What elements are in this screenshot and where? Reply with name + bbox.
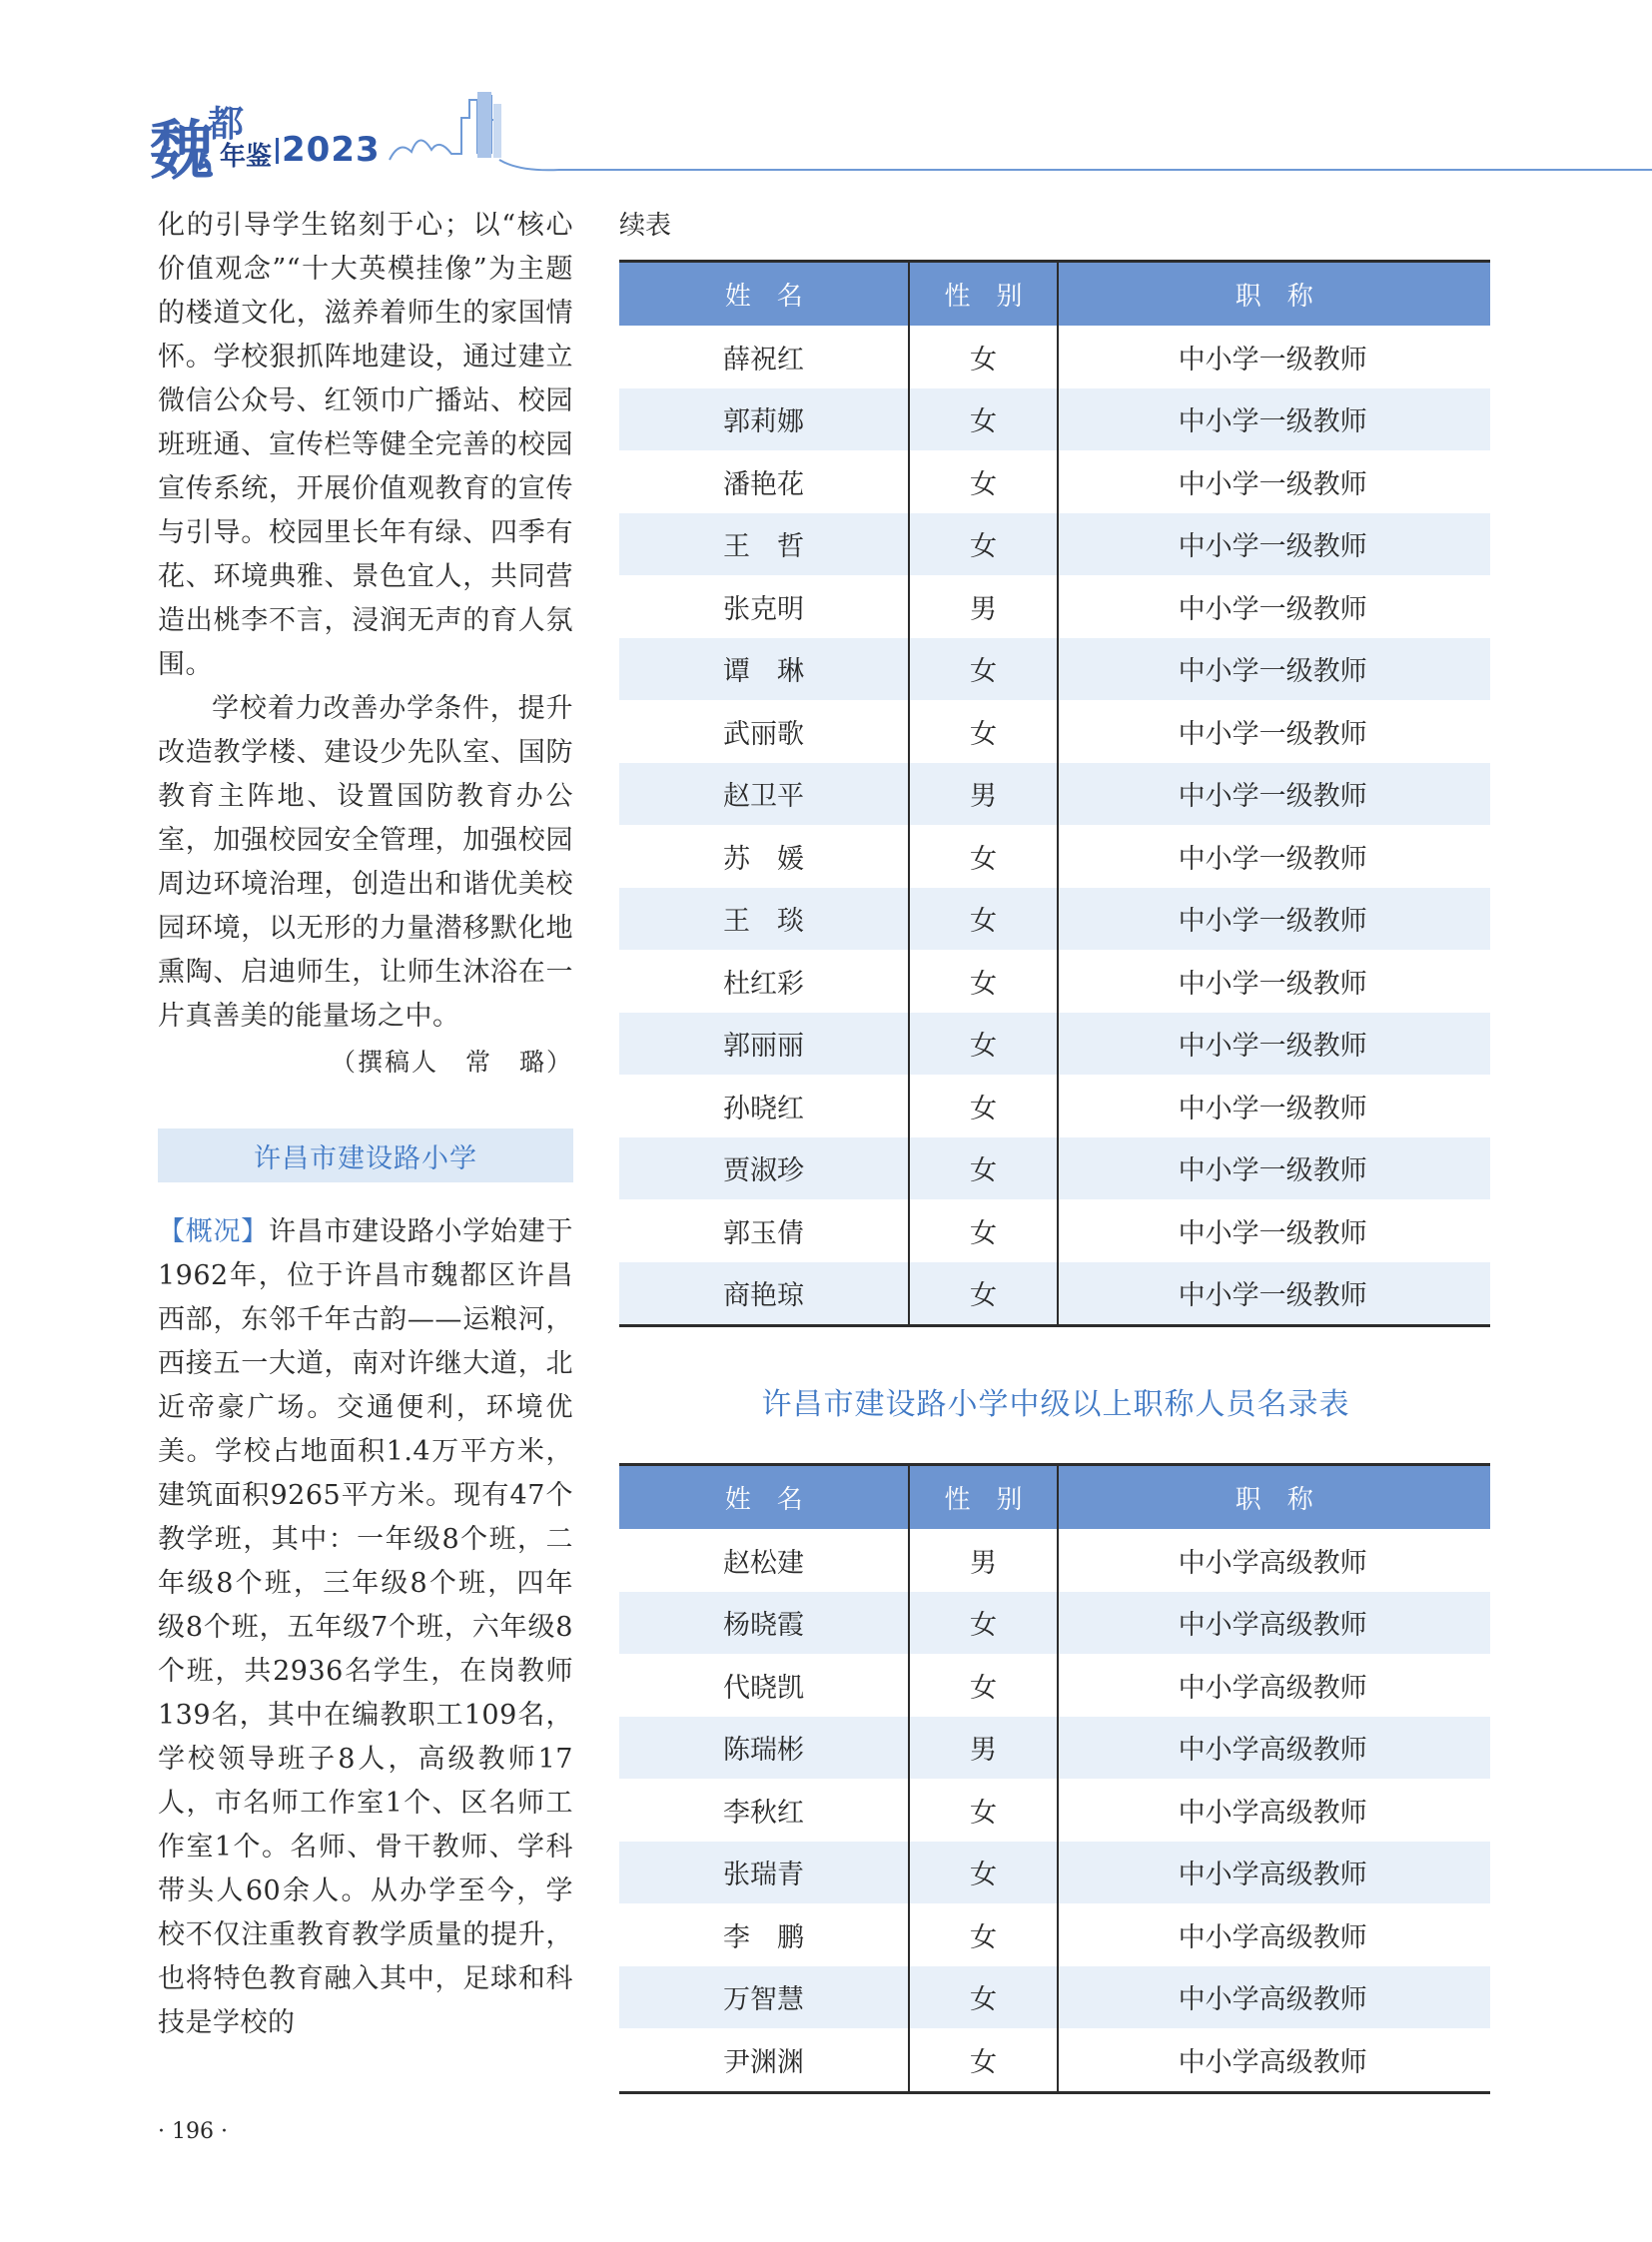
cell-gender: 女 xyxy=(909,825,1057,888)
table-row xyxy=(619,638,1490,701)
senior-staff-table xyxy=(619,1463,1490,2094)
cell-gender: 女 xyxy=(909,1779,1057,1842)
cell-title: 中小学高级教师 xyxy=(1058,1842,1490,1904)
cell-title: 中小学一级教师 xyxy=(1058,1262,1490,1326)
table-row xyxy=(619,388,1490,451)
cell-gender: 女 xyxy=(909,450,1057,513)
table-title: 许昌市建设路小学中级以上职称人员名录表 xyxy=(761,1387,1350,1422)
table-row xyxy=(619,1529,1490,1592)
cell-name: 武丽歌 xyxy=(723,718,804,750)
cell-name: 王 琰 xyxy=(619,888,909,951)
cell-gender: 女 xyxy=(909,1199,1057,1262)
table-row xyxy=(619,1137,1490,1200)
cell-gender: 女 xyxy=(909,638,1057,701)
cell-title: 中小学一级教师 xyxy=(1058,513,1490,576)
cell-title: 中小学一级教师 xyxy=(1058,1013,1490,1076)
cell-title: 中小学一级教师 xyxy=(1058,1137,1490,1200)
cell-name: 谭 琳 xyxy=(619,638,909,701)
cell-gender: 女 xyxy=(909,1013,1057,1076)
cell-name: 郭玉倩 xyxy=(723,1217,804,1249)
table-row xyxy=(619,1717,1490,1780)
cell-name: 潘艳花 xyxy=(723,468,804,500)
cell-gender: 女 xyxy=(909,2028,1057,2092)
cell-name: 郭丽丽 xyxy=(619,1013,909,1076)
page-header xyxy=(0,0,1652,190)
cell-name: 张瑞青 xyxy=(619,1842,909,1904)
staff-table-continued xyxy=(619,260,1490,1327)
section-heading: 许昌市建设路小学 xyxy=(158,1128,573,1182)
cell-title: 中小学一级教师 xyxy=(1058,388,1490,451)
cell-name: 苏 媛 xyxy=(723,843,804,875)
cell-gender: 男 xyxy=(909,575,1057,638)
cell-title: 中小学一级教师 xyxy=(1058,450,1490,513)
cell-title: 中小学高级教师 xyxy=(1058,1717,1490,1780)
logo-char-wei: 魏 xyxy=(150,115,214,189)
table-row xyxy=(619,1779,1490,1842)
cell-name: 陈瑞彬 xyxy=(619,1717,909,1780)
cell-name: 王 哲 xyxy=(619,513,909,576)
table-row xyxy=(619,1262,1490,1326)
cell-gender: 男 xyxy=(909,1529,1057,1592)
header-name: 姓 名 xyxy=(619,1465,909,1530)
cell-gender: 女 xyxy=(909,326,1057,388)
cell-name: 赵松建 xyxy=(723,1547,804,1579)
cell-name: 李 鹏 xyxy=(723,1921,804,1953)
table-row xyxy=(619,1075,1490,1137)
page-number: · 196 · xyxy=(158,2119,228,2144)
table-header-row xyxy=(619,1465,1490,1530)
cell-name: 代晓凯 xyxy=(723,1672,804,1704)
logo-year: 2023 xyxy=(282,130,381,170)
cell-title: 中小学一级教师 xyxy=(1058,1075,1490,1137)
cell-gender: 女 xyxy=(909,1137,1057,1200)
cell-gender: 女 xyxy=(909,888,1057,951)
cell-gender: 男 xyxy=(909,1717,1057,1780)
cell-gender: 女 xyxy=(909,1966,1057,2029)
right-column xyxy=(619,204,1492,2094)
cell-gender: 女 xyxy=(909,513,1057,576)
cell-title: 中小学一级教师 xyxy=(1058,326,1490,388)
cell-gender: 女 xyxy=(909,1903,1057,1966)
table-row xyxy=(619,1013,1490,1076)
cell-gender: 女 xyxy=(909,1592,1057,1655)
cell-gender: 女 xyxy=(909,388,1057,451)
overview-label: 【概况】 xyxy=(158,1216,269,1247)
cell-name: 赵卫平 xyxy=(619,763,909,826)
paragraph-conditions: 学校着力改善办学条件，提升改造教学楼、建设少先队室、国防教育主阵地、设置国防教育办公室，加强校园安全管理，加强校园周边环境治理，创造出和谐优美校园环境，以无形的力量潜移默化地熏陶、启迪师生，让师生沐浴在一片真善美的能量场之中。 xyxy=(158,693,573,1032)
table-row xyxy=(619,1654,1490,1717)
cell-name: 商艳琼 xyxy=(619,1262,909,1326)
paragraph-culture: 化的引导学生铭刻于心；以“核心价值观念”“十大英模挂像”为主题的楼道文化，滋养着师生的家国情怀。学校狠抓阵地建设，通过建立微信公众号、红领巾广播站、校园班班通、宣传栏等健全完善的校园宣传系统，开展价值观教育的宣传与引导。校园里长年有绿、四季有花、环境典雅、景色宜人，共同营造出桃李不言，浸润无声的育人氛围。 xyxy=(158,210,573,680)
cell-gender: 女 xyxy=(909,1262,1057,1326)
table-row xyxy=(619,575,1490,638)
cell-gender: 女 xyxy=(909,1842,1057,1904)
table-row xyxy=(619,513,1490,576)
cell-title: 中小学一级教师 xyxy=(1058,763,1490,826)
header-title: 职 称 xyxy=(1058,1465,1490,1530)
continued-label: 续表 xyxy=(619,211,672,241)
cell-name: 郭莉娜 xyxy=(619,388,909,451)
cell-gender: 女 xyxy=(909,1654,1057,1717)
cell-title: 中小学一级教师 xyxy=(1058,700,1490,763)
cell-gender: 女 xyxy=(909,950,1057,1013)
table-row xyxy=(619,950,1490,1013)
cell-name: 张克明 xyxy=(723,593,804,625)
cell-name: 万智慧 xyxy=(619,1966,909,2029)
table-row xyxy=(619,888,1490,951)
cell-title: 中小学高级教师 xyxy=(1058,1592,1490,1655)
table-row xyxy=(619,326,1490,388)
left-column xyxy=(158,204,573,2045)
cell-title: 中小学一级教师 xyxy=(1058,825,1490,888)
cell-name: 薛祝红 xyxy=(723,344,804,375)
table-row xyxy=(619,825,1490,888)
cell-title: 中小学高级教师 xyxy=(1058,1966,1490,2029)
logo-yearbook: 年鉴 xyxy=(220,142,273,172)
cell-title: 中小学高级教师 xyxy=(1058,1529,1490,1592)
logo-divider xyxy=(276,138,279,164)
table-row xyxy=(619,700,1490,763)
header-name: 姓 名 xyxy=(619,262,909,327)
cell-title: 中小学一级教师 xyxy=(1058,638,1490,701)
cell-title: 中小学一级教师 xyxy=(1058,1199,1490,1262)
cell-title: 中小学高级教师 xyxy=(1058,1903,1490,1966)
logo-char-du: 都 xyxy=(208,104,245,145)
cell-name: 李秋红 xyxy=(723,1797,804,1829)
header-title: 职 称 xyxy=(1058,262,1490,327)
cell-title: 中小学一级教师 xyxy=(1058,888,1490,951)
header-gender: 性 别 xyxy=(909,262,1057,327)
cell-name: 孙晓红 xyxy=(723,1093,804,1124)
table-row xyxy=(619,1592,1490,1655)
table-row xyxy=(619,1903,1490,1966)
cell-gender: 男 xyxy=(909,763,1057,826)
table-row xyxy=(619,763,1490,826)
cell-title: 中小学高级教师 xyxy=(1058,2028,1490,2092)
header-gender: 性 别 xyxy=(909,1465,1057,1530)
table-row xyxy=(619,2028,1490,2092)
author-credit: （撰稿人 常 璐） xyxy=(330,1048,573,1077)
table-row xyxy=(619,1199,1490,1262)
cell-title: 中小学高级教师 xyxy=(1058,1654,1490,1717)
cell-title: 中小学高级教师 xyxy=(1058,1779,1490,1842)
cell-title: 中小学一级教师 xyxy=(1058,950,1490,1013)
table-row xyxy=(619,1842,1490,1904)
cell-name: 杜红彩 xyxy=(723,968,804,1000)
cell-gender: 女 xyxy=(909,700,1057,763)
cell-name: 杨晓霞 xyxy=(619,1592,909,1655)
overview-text: 许昌市建设路小学始建于1962年，位于许昌市魏都区许昌西部，东邻千年古韵——运粮河，西接五一大道，南对许继大道，北近帝豪广场。交通便利，环境优美。学校占地面积1.4万平方米，建筑面积9265平方米。现有47个教学班，其中：一年级8个班，二年级8个班，三年级8个班，四年级8个班，五年级7个班，六年级8个班，共2936名学生，在岗教师139名，其中在编教职工109名，学校领导班子8人，高级教师17人，市名师工作室1个、区名师工作室1个。名师、骨干教师、学科带头人60余人。从办学至今，学校不仅注重教育教学质量的提升，也将特色教育融入其中，足球和科技是学校的 xyxy=(158,1216,573,2038)
paragraph-overview xyxy=(158,1210,573,2045)
cell-name: 贾淑珍 xyxy=(619,1137,909,1200)
table-header-row xyxy=(619,262,1490,327)
cell-title: 中小学一级教师 xyxy=(1058,575,1490,638)
cell-name: 尹渊渊 xyxy=(619,2028,909,2092)
table-row xyxy=(619,1966,1490,2029)
cell-gender: 女 xyxy=(909,1075,1057,1137)
table-row xyxy=(619,450,1490,513)
